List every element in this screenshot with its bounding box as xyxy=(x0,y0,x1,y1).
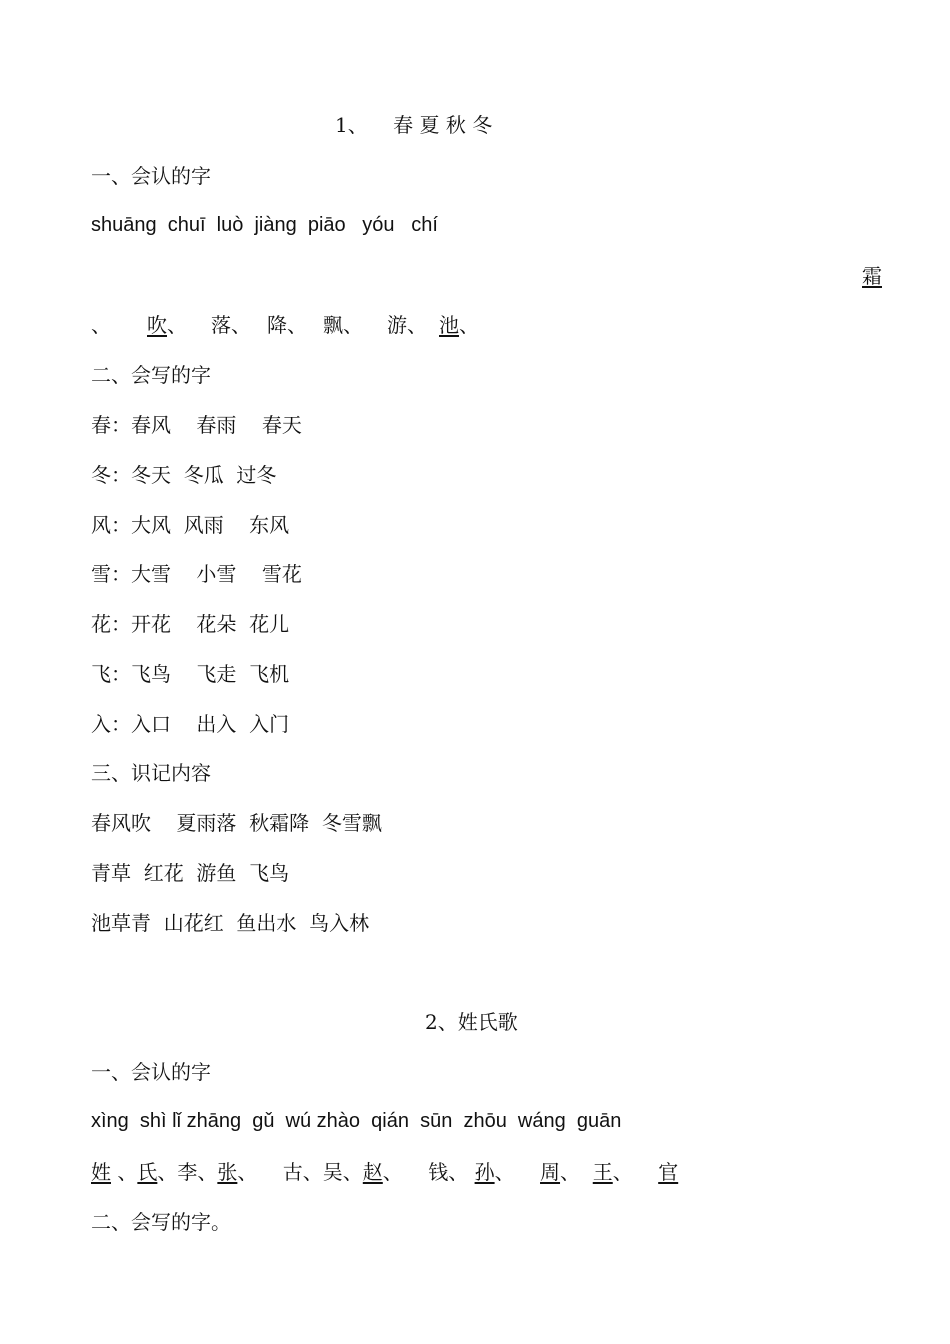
lesson1-pinyin-line: shuāng chuī luò jiàng piāo yóu chí xyxy=(91,214,438,236)
write-line-dong: 冬：冬天 冬瓜 过冬 xyxy=(91,463,277,487)
memo-line-1: 春风吹 夏雨落 秋霜降 冬雪飘 xyxy=(91,811,382,835)
lesson1-section2-heading: 二、会写的字 xyxy=(91,363,211,387)
char-chi: 池 xyxy=(439,313,459,337)
lesson2-pinyin-line: xìng shì lǐ zhāng gǔ wú zhào qián sūn zhōu wáng guān xyxy=(91,1110,622,1132)
separator: 、 xyxy=(612,1160,659,1184)
write-line-ru: 入：入口 出入 入门 xyxy=(91,712,290,736)
char-shuang: 霜 xyxy=(862,264,882,288)
char-sun: 孙 xyxy=(474,1160,495,1184)
separator: 、 xyxy=(494,1160,541,1184)
separator: 、 xyxy=(111,1160,138,1184)
lesson2-chars-line xyxy=(91,1160,678,1184)
separator: 、 xyxy=(91,313,111,337)
lesson1-section3-heading: 三、识记内容 xyxy=(91,761,211,785)
separator: 、 xyxy=(560,1160,593,1184)
char-guan: 官 xyxy=(658,1160,679,1184)
lesson2-title: 2、姓氏歌 xyxy=(425,1010,518,1034)
char-luo: 落、 xyxy=(211,313,251,337)
write-line-feng: 风：大风 风雨 东风 xyxy=(91,513,290,537)
separator: 、 钱、 xyxy=(382,1160,475,1184)
write-line-fei: 飞：飞鸟 飞走 飞机 xyxy=(91,662,290,686)
char-jiang: 降、 xyxy=(267,313,307,337)
write-line-chun: 春：春风 春雨 春天 xyxy=(91,413,302,437)
lesson2-section1-heading: 一、会认的字 xyxy=(91,1060,211,1084)
char-chui: 吹 xyxy=(147,313,167,337)
separator: 、 xyxy=(459,313,479,337)
write-line-xue: 雪：大雪 小雪 雪花 xyxy=(91,562,302,586)
separator: 、 xyxy=(167,313,187,337)
char-wang: 王 xyxy=(592,1160,613,1184)
char-zhang: 张 xyxy=(217,1160,238,1184)
write-line-hua: 花：开花 花朵 花儿 xyxy=(91,612,290,636)
memo-line-2: 青草 红花 游鱼 飞鸟 xyxy=(91,861,290,885)
separator: 、李、 xyxy=(157,1160,218,1184)
char-xing: 姓 xyxy=(91,1160,111,1184)
lesson1-title: 1、 春 夏 秋 冬 xyxy=(335,113,493,137)
separator: 、 古、吴、 xyxy=(237,1160,363,1184)
char-you: 游、 xyxy=(387,313,427,337)
lesson2-section2-heading: 二、会写的字。 xyxy=(91,1210,231,1234)
char-piao: 飘、 xyxy=(323,313,363,337)
char-zhao: 赵 xyxy=(362,1160,383,1184)
lesson1-chars-line xyxy=(91,313,479,337)
char-shi: 氏 xyxy=(137,1160,158,1184)
memo-line-3: 池草青 山花红 鱼出水 鸟入林 xyxy=(91,911,370,935)
lesson1-section1-heading: 一、会认的字 xyxy=(91,164,211,188)
char-zhou: 周 xyxy=(540,1160,561,1184)
